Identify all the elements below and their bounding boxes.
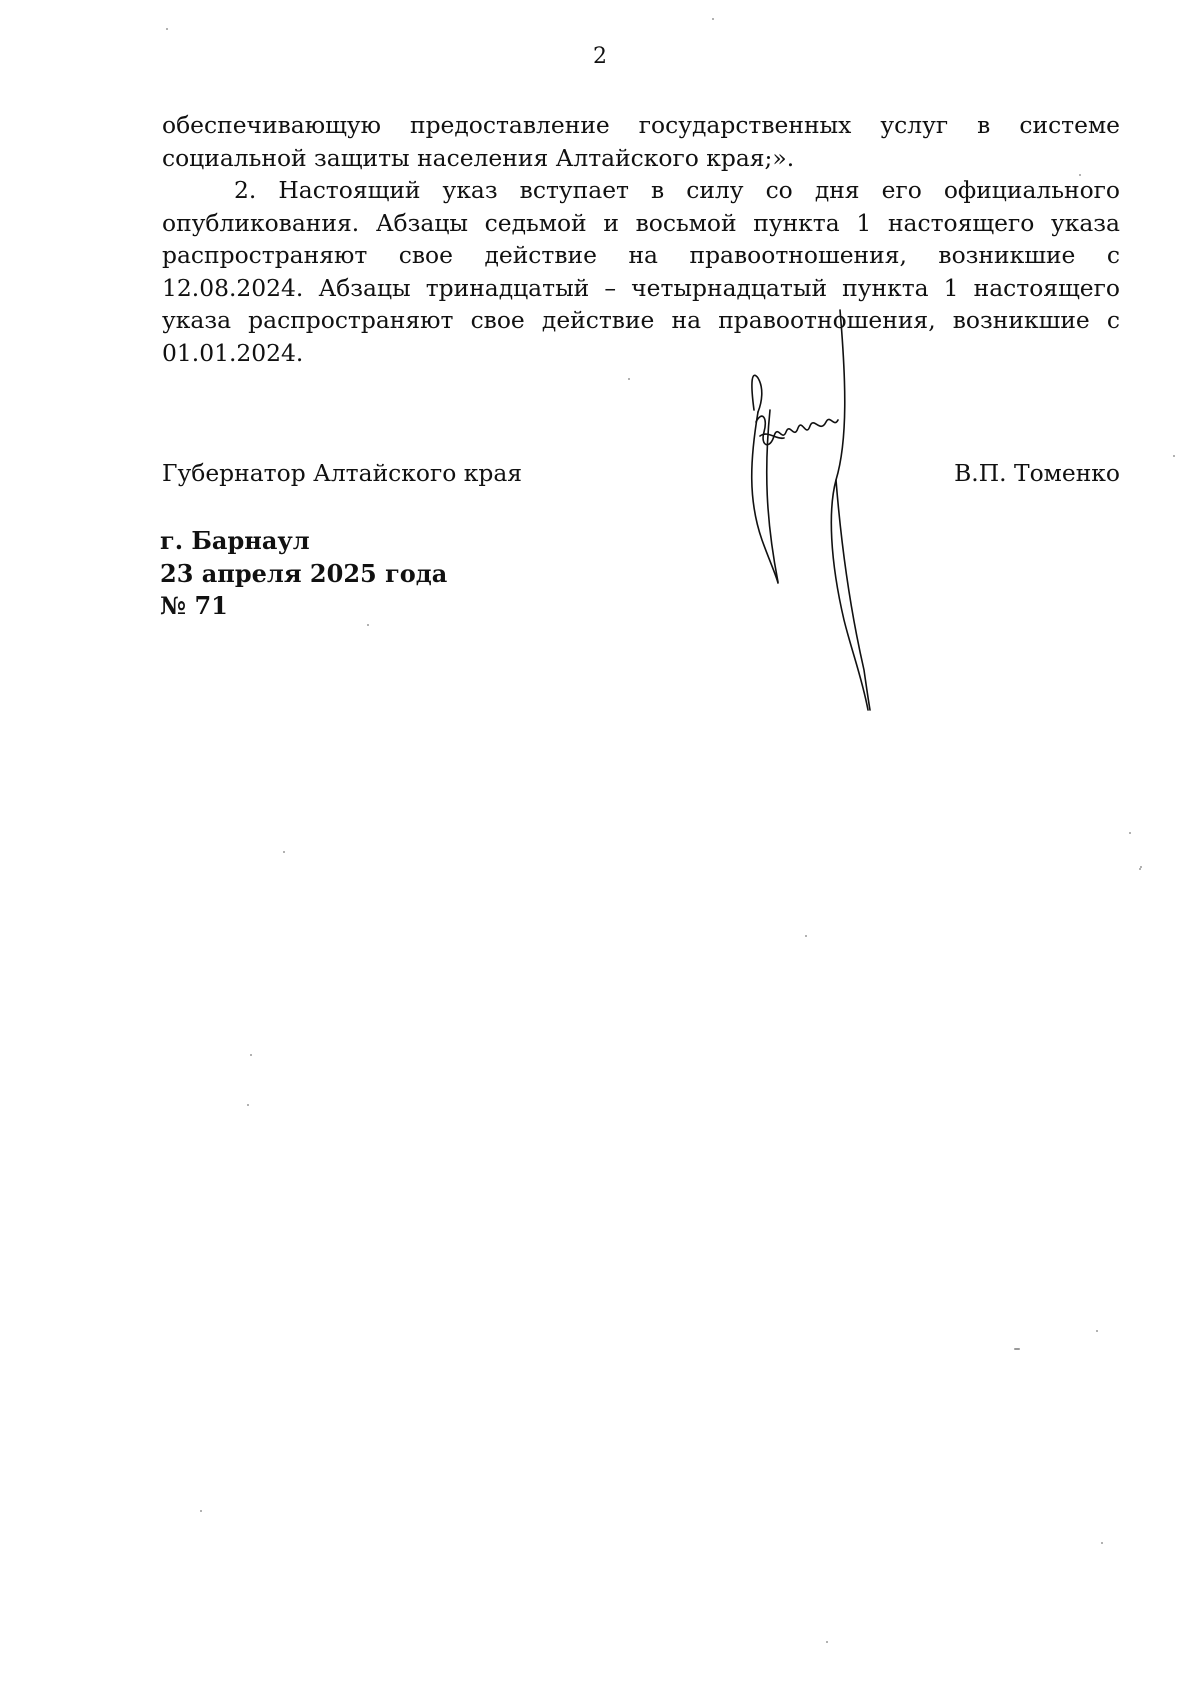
scan-speck [1173, 455, 1175, 457]
scan-speck [200, 1510, 202, 1512]
handwritten-signature [740, 300, 910, 720]
scan-speck [166, 28, 168, 30]
scan-speck [805, 935, 807, 937]
scan-speck [1139, 868, 1141, 870]
place-date-number [160, 525, 447, 623]
scan-speck [247, 1104, 249, 1106]
scan-speck [1079, 174, 1081, 176]
scan-speck [367, 624, 369, 626]
scan-speck [1129, 832, 1131, 834]
scan-speck [1014, 1348, 1020, 1350]
scan-speck [250, 1054, 252, 1056]
paragraph-continuation: обеспечивающую предоставление государственных услуг в системе социальной защиты населения Алтайского края;». [162, 111, 1120, 172]
scan-speck [283, 851, 285, 853]
decree-body [162, 109, 1120, 369]
decree-date: 23 апреля 2025 года [160, 558, 448, 588]
page-number: 2 [593, 44, 607, 69]
scan-speck [712, 18, 714, 20]
scan-speck [1096, 1330, 1098, 1332]
signer-position: Губернатор Алтайского края [162, 459, 523, 487]
scan-speck [826, 1641, 828, 1643]
signer-name: В.П. Томенко [954, 459, 1120, 487]
signature-row [162, 459, 1120, 495]
scan-speck [1101, 1542, 1103, 1544]
decree-number: № 71 [160, 591, 228, 620]
city: г. Барнаул [160, 526, 310, 555]
scan-speck [628, 378, 630, 380]
scan-speck [1140, 866, 1142, 868]
paragraph-effective-date: 2. Настоящий указ вступает в силу со дня его официального опубликования. Абзацы седьмой и восьмой пункта 1 настоящего указа распространяют свое действие на правоотношения, возникшие с 12.08.2024. Абзацы тринадцатый – четырнадцатый пункта 1 настоящего указа распространяют свое действие на правоотношения, возникшие с 01.01.2024. [162, 176, 1120, 367]
